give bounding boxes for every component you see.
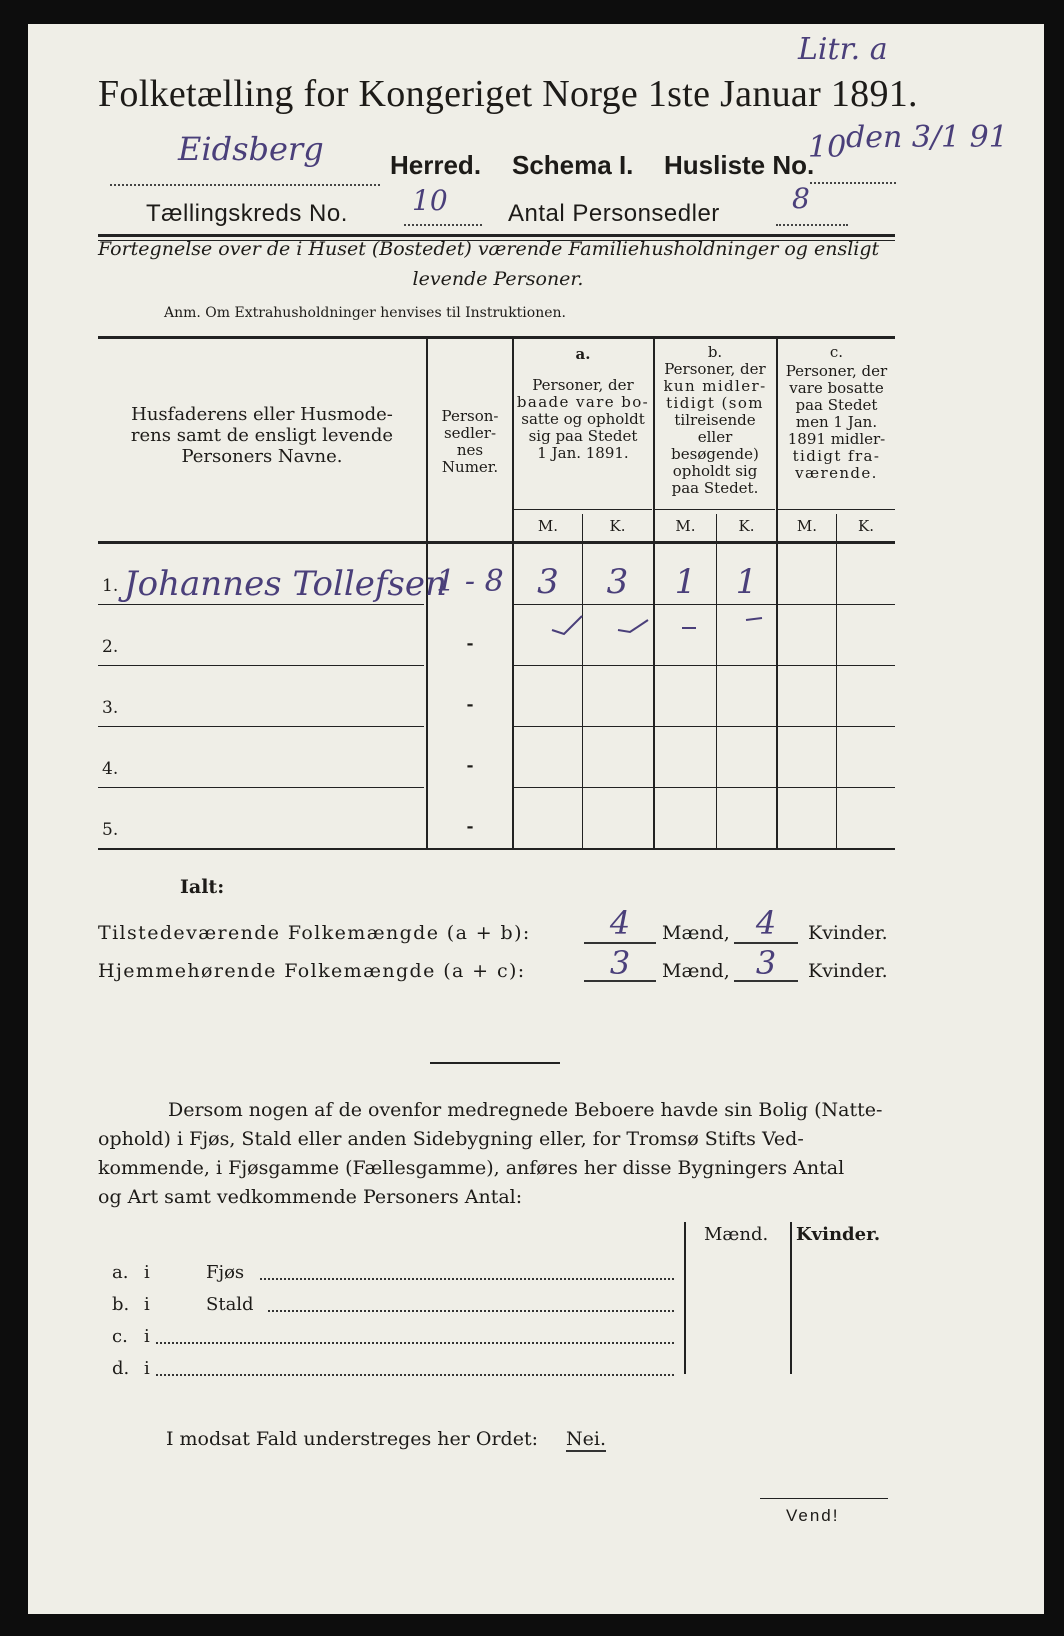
row-4-num: - (466, 756, 474, 776)
tilstede-label: Tilstedeværende Folkemængde (a + b): (98, 922, 531, 944)
buildings-divider-2 (790, 1222, 792, 1374)
herred-value: Eidsberg (178, 130, 324, 168)
building-d-letter: d. (112, 1358, 130, 1379)
buildings-maend-header: Mænd. (704, 1224, 769, 1245)
header-rule (98, 234, 895, 237)
col-a-line-4: sig paa Stedet (528, 427, 638, 445)
ialt-label: Ialt: (180, 876, 225, 898)
antal-field[interactable] (776, 202, 848, 226)
building-c-leader[interactable] (156, 1332, 674, 1344)
buildings-kvinder-header: Kvinder. (796, 1224, 881, 1245)
building-a-leader[interactable] (260, 1268, 674, 1280)
number-column-header (428, 408, 512, 476)
col-c-line-5: 1891 midler- (787, 430, 886, 448)
corner-note: Litr. a (798, 32, 888, 67)
buildings-para-line-2: ophold) i Fjøs, Stald eller anden Sidebygning eller, for Tromsø Stifts Ved- (98, 1128, 804, 1150)
row-1-a-k[interactable]: 3 (606, 562, 629, 602)
hjemme-k-value[interactable]: 3 (755, 944, 777, 982)
col-b-k-header: K. (738, 517, 755, 535)
row-1-name[interactable]: Johannes Tollefsen (124, 564, 447, 604)
row-4-number: 4. (102, 759, 119, 779)
col-b-line-7: opholdt sig (672, 462, 758, 480)
names-header-line-3: Personers Navne. (181, 446, 343, 467)
building-d-leader[interactable] (156, 1364, 674, 1376)
buildings-para-line-4: og Art samt vedkommende Personers Antal: (98, 1186, 523, 1208)
nei-word[interactable]: Nei. (566, 1428, 606, 1450)
col-c-line-6: tidigt fra- (792, 447, 881, 465)
col-c-letter: c. (829, 343, 844, 361)
schema-label: Schema I. (512, 150, 634, 180)
row-2-name-rule (98, 665, 424, 666)
a-mk-rule (514, 509, 652, 510)
col-a-line-1: Personer, der (532, 376, 634, 394)
hjemme-kvinder-label: Kvinder. (808, 960, 888, 982)
row-3-cell-rule (514, 726, 895, 727)
tick-marks (514, 604, 814, 644)
tick-mark-a-k (618, 620, 648, 632)
section-divider (430, 1062, 560, 1064)
col-b-line-2: kun midler- (663, 377, 767, 395)
col-c-line-1: Personer, der (785, 362, 888, 380)
col-b-header (655, 344, 775, 497)
col-b-letter: b. (707, 343, 723, 361)
col-a-line-3: satte og opholdt (521, 410, 645, 428)
husliste-note: den 3/1 91 (846, 120, 1008, 155)
row-1-name-rule (98, 604, 424, 605)
num-header-line-1: Person- (441, 407, 499, 425)
vend-label: Vend! (786, 1506, 840, 1525)
herred-label: Herred. (390, 150, 482, 180)
row-5-num: - (466, 817, 474, 837)
names-header-line-1: Husfaderens eller Husmode- (131, 404, 393, 425)
building-b-leader[interactable] (268, 1300, 674, 1312)
col-c-header (778, 344, 895, 482)
row-2-num: - (466, 634, 474, 654)
num-header-line-2: sedler- (443, 424, 497, 442)
kreds-label: Tællingskreds No. (146, 200, 348, 227)
tilstede-maend-label: Mænd, (662, 922, 730, 944)
col-b-line-5: eller (697, 428, 733, 446)
row-3-num: - (466, 695, 474, 715)
building-d-i: i (144, 1358, 150, 1379)
col-divider-c-mk (836, 514, 837, 848)
row-3-name-rule (98, 726, 424, 727)
tilstede-kvinder-label: Kvinder. (808, 922, 888, 944)
kreds-value: 10 (412, 184, 448, 217)
c-mk-rule (778, 509, 895, 510)
husliste-value: 10 (808, 130, 847, 165)
names-header-line-2: rens samt de ensligt levende (130, 425, 394, 446)
num-header-line-4: Numer. (441, 458, 499, 476)
row-4-name-rule (98, 787, 424, 788)
building-a-name: Fjøs (206, 1262, 245, 1283)
census-form-page (28, 24, 1044, 1614)
buildings-para-line-3: kommende, i Fjøsgamme (Fællesgamme), anføres her disse Bygningers Antal (98, 1157, 845, 1179)
vend-rule (760, 1498, 888, 1499)
buildings-paragraph (98, 1096, 898, 1212)
intro-line-2: levende Personer. (412, 268, 584, 290)
row-5-number: 5. (102, 820, 119, 840)
col-a-header (514, 346, 652, 462)
col-c-line-7: værende. (795, 464, 878, 482)
tick-mark-a-m (552, 616, 582, 634)
col-a-m-header: M. (537, 517, 559, 535)
col-a-line-5: 1 Jan. 1891. (537, 444, 629, 462)
col-c-line-4: men 1 Jan. (795, 413, 878, 431)
col-a-k-header: K. (609, 517, 626, 535)
form-title: Folketælling for Kongeriget Norge 1ste Januar 1891. (98, 73, 918, 115)
antal-label: Antal Personsedler (508, 200, 720, 227)
modsat-label: I modsat Fald understreges her Ordet: (166, 1428, 538, 1450)
col-b-m-header: M. (675, 517, 696, 535)
hjemme-m-value[interactable]: 3 (609, 944, 631, 982)
building-b-name: Stald (206, 1294, 254, 1315)
building-a-i: i (144, 1262, 150, 1283)
tick-mark-b-k (746, 618, 762, 620)
col-c-line-3: paa Stedet (795, 396, 878, 414)
names-column-header (100, 404, 424, 467)
building-b-i: i (144, 1294, 150, 1315)
building-b-letter: b. (112, 1294, 130, 1315)
row-1-num[interactable]: 1 - 8 (436, 564, 504, 599)
col-b-line-4: tilreisende (674, 411, 756, 429)
col-c-line-2: vare bosatte (789, 379, 884, 397)
row-1-number: 1. (102, 576, 119, 596)
row-1-b-m[interactable]: 1 (674, 562, 697, 602)
num-header-line-3: nes (456, 441, 484, 459)
col-c-k-header: K. (858, 517, 874, 535)
row-2-cell-rule (514, 665, 895, 666)
anm-note: Anm. Om Extrahusholdninger henvises til Instruktionen. (164, 305, 566, 321)
row-2-number: 2. (102, 637, 119, 657)
row-3-number: 3. (102, 698, 119, 718)
building-c-i: i (144, 1326, 150, 1347)
col-b-line-3: tidigt (som (666, 394, 764, 412)
col-a-letter: a. (575, 345, 591, 363)
col-b-line-6: besøgende) (671, 445, 759, 463)
col-a-line-2: baade vare bo- (516, 393, 650, 411)
antal-value: 8 (792, 182, 810, 215)
husliste-label: Husliste No. (664, 150, 815, 180)
table-bottom-rule (98, 848, 895, 850)
col-b-line-8: paa Stedet. (671, 479, 759, 497)
b-mk-rule (655, 509, 775, 510)
row-4-cell-rule (514, 787, 895, 788)
intro-line-1: Fortegnelse over de i Huset (Bostedet) værende Familiehusholdninger og ensligt (98, 238, 880, 260)
building-a-letter: a. (112, 1262, 129, 1283)
hjemme-label: Hjemmehørende Folkemængde (a + c): (98, 960, 526, 982)
col-c-m-header: M. (796, 517, 818, 535)
tilstede-k-value[interactable]: 4 (755, 904, 777, 942)
hjemme-maend-label: Mænd, (662, 960, 730, 982)
col-b-line-1: Personer, der (664, 360, 766, 378)
row-1-b-k[interactable]: 1 (735, 562, 758, 602)
row-1-a-m[interactable]: 3 (537, 562, 559, 602)
building-c-letter: c. (112, 1326, 128, 1347)
buildings-para-line-1: Dersom nogen af de ovenfor medregnede Beboere havde sin Bolig (Natte- (168, 1099, 883, 1121)
buildings-divider-1 (684, 1222, 686, 1374)
tilstede-m-value[interactable]: 4 (609, 904, 631, 942)
